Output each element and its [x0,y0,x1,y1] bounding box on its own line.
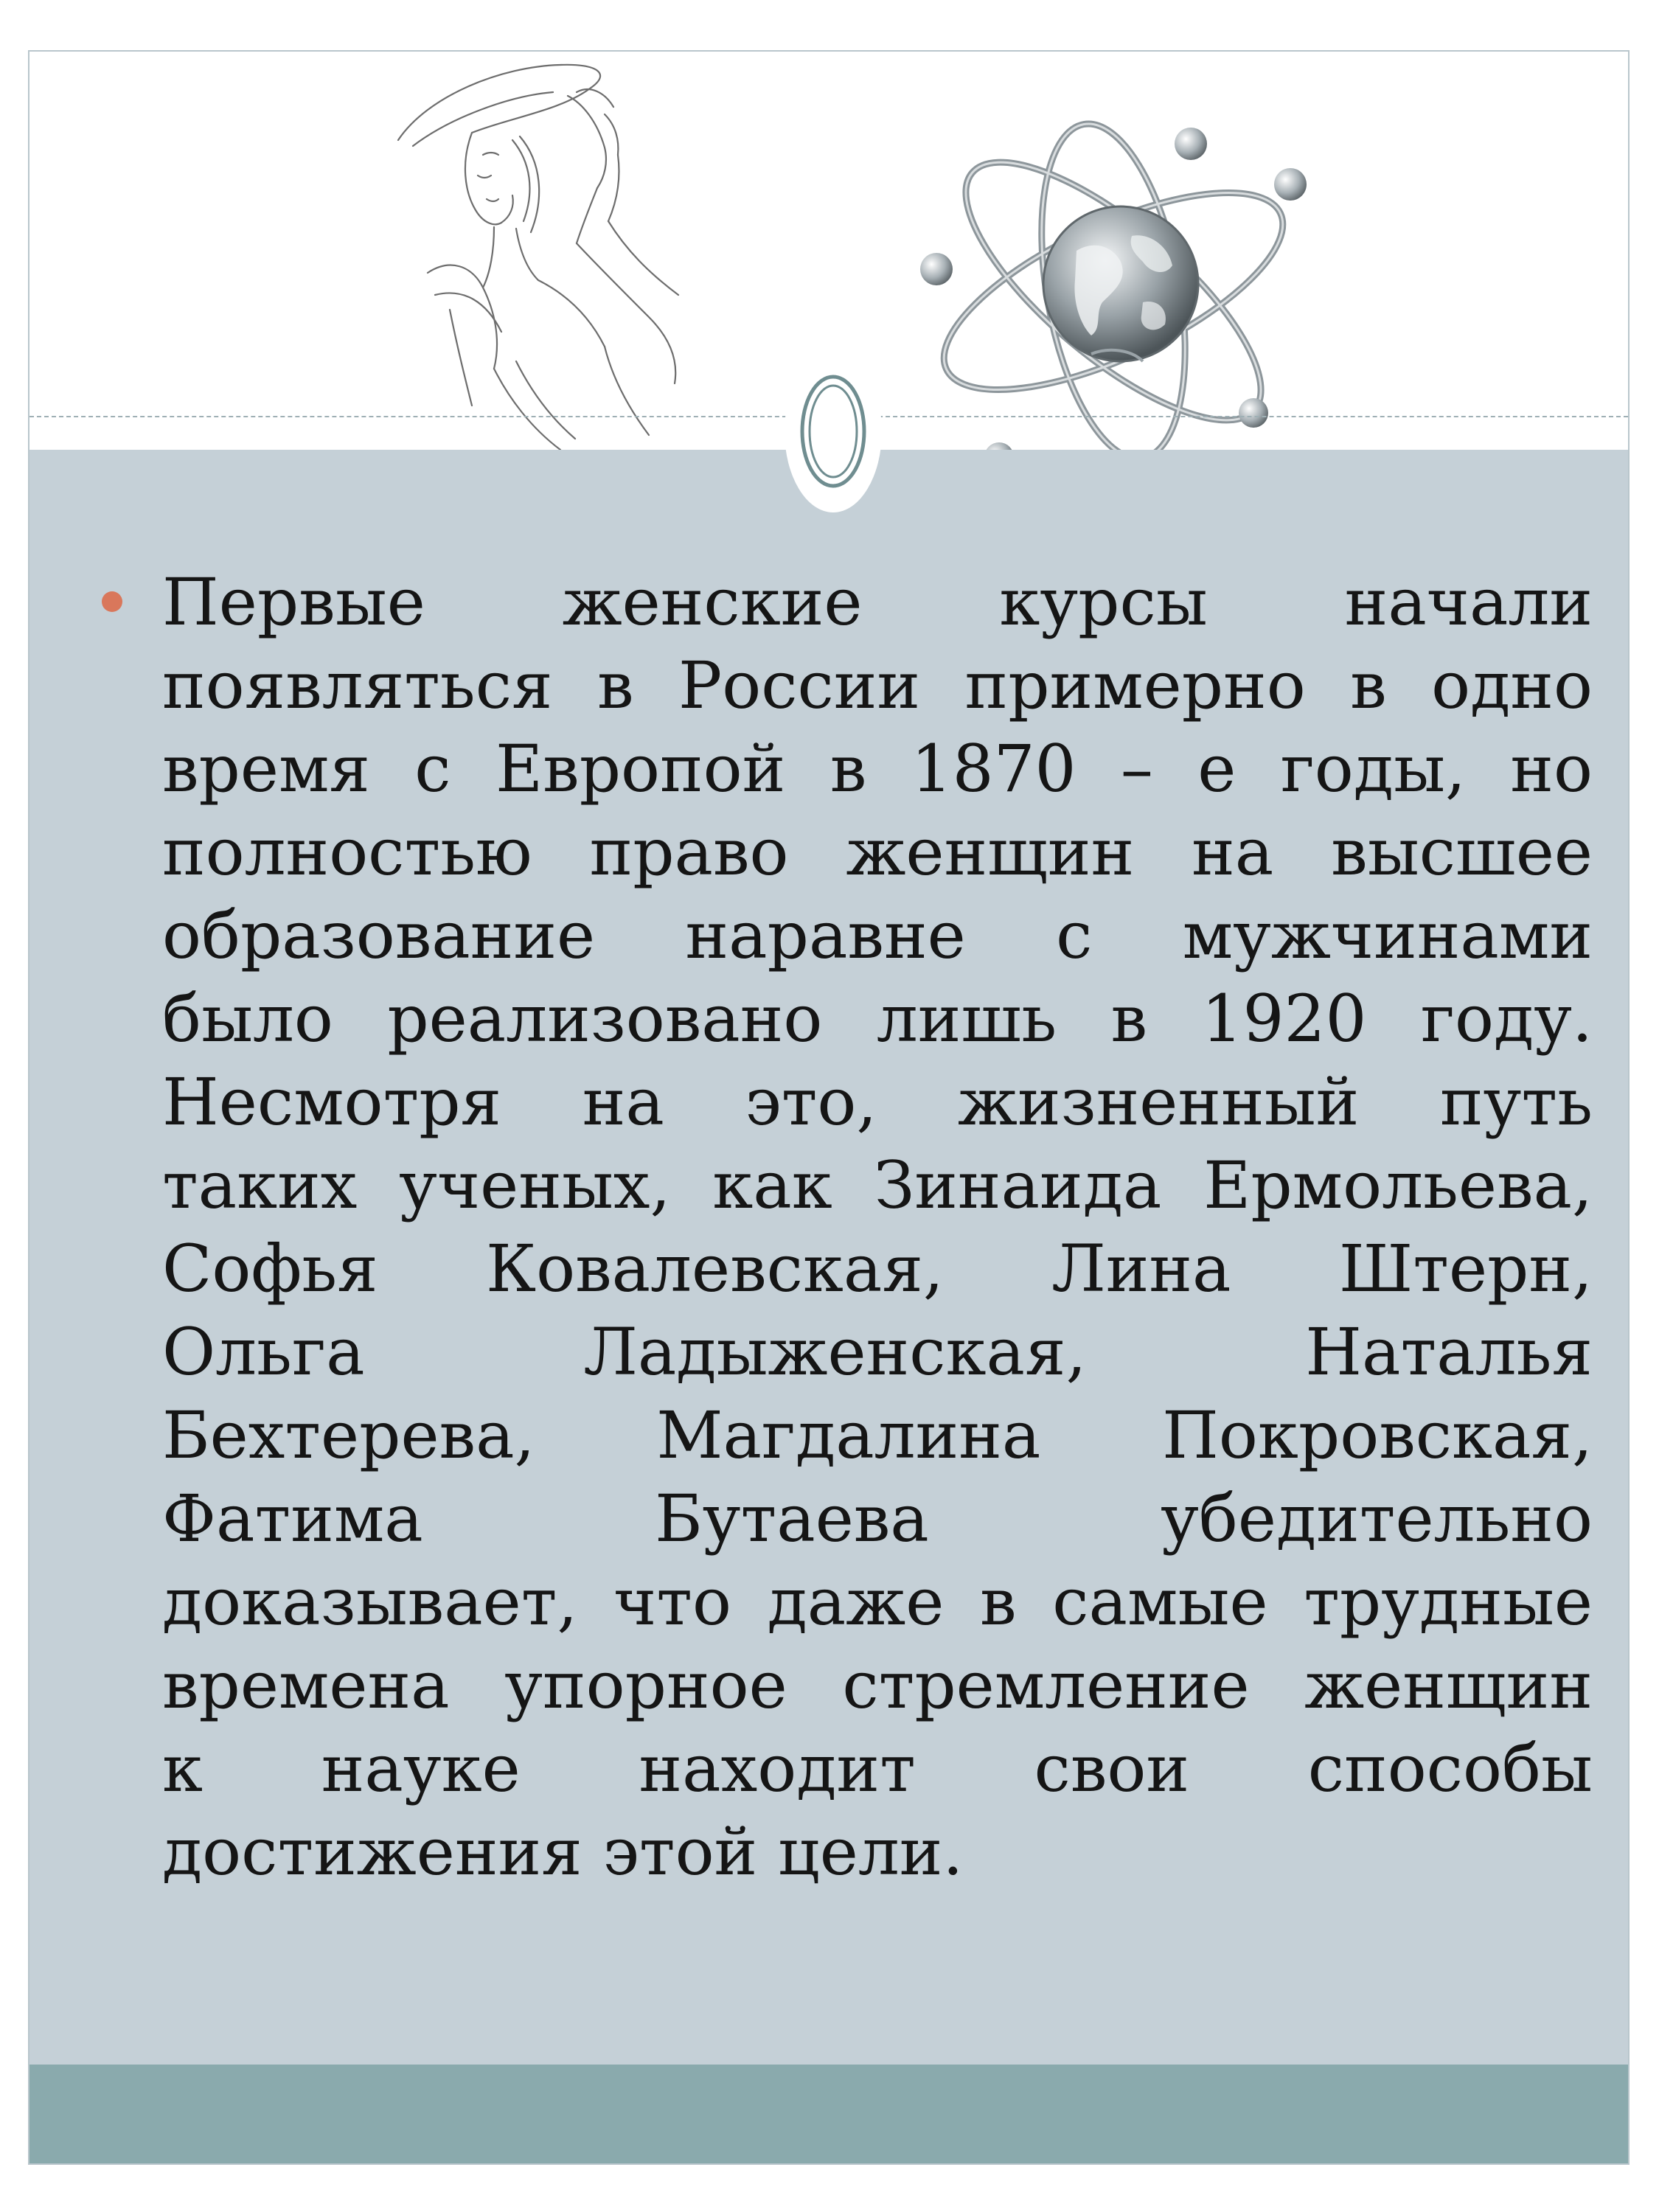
word: Ладыженская, [583,1314,1087,1390]
word: с [1056,897,1093,973]
word: в [1110,981,1148,1057]
word: Лина [1051,1231,1231,1307]
paragraph-lines [162,560,1593,1893]
text-line [162,1227,1593,1310]
slide-content [162,560,1593,1893]
word: в [830,731,867,807]
word: в [1350,647,1387,723]
atom-globe-icon [907,103,1320,479]
word: образование [162,897,596,973]
text-line [162,1644,1593,1727]
word: женские [562,564,863,640]
word: науке [321,1731,521,1806]
word: упорное [504,1647,787,1723]
word: году. [1420,981,1593,1057]
word: с [414,731,451,807]
word: достижения этой цели. [162,1814,964,1890]
word: начали [1344,564,1593,640]
woman-sketch-image [383,52,796,465]
word: свои [1034,1731,1189,1806]
word: самые [1052,1564,1268,1640]
word: время [162,731,370,807]
text-line [162,1144,1593,1227]
text-line [162,894,1593,977]
word: 1870 [911,731,1077,807]
oval-medallion [782,347,885,516]
word: е [1197,731,1237,807]
word: Несмотря [162,1064,502,1140]
word: путь [1439,1064,1593,1140]
word: Ольга [162,1314,365,1390]
word: реализовано [387,981,823,1057]
word: женщин [1304,1647,1593,1723]
word: в [597,647,634,723]
word: как [712,1147,832,1223]
word: Бехтерева, [162,1397,535,1473]
word: Софья [162,1231,378,1307]
word: на [1192,814,1274,890]
word: Фатима [162,1481,423,1557]
word: к [162,1731,203,1806]
text-line [162,644,1593,727]
word: Наталья [1305,1314,1593,1390]
word: это, [745,1064,877,1140]
bullet-paragraph [162,560,1593,1893]
word: Бутаева [655,1481,929,1557]
word: способы [1307,1731,1593,1806]
word: право [589,814,789,890]
word: в [980,1564,1017,1640]
word: полностью [162,814,532,890]
word: доказывает, [162,1564,578,1640]
word: – [1120,731,1153,807]
word: жизненный [958,1064,1360,1140]
word: Европой [495,731,786,807]
text-line [162,810,1593,894]
word: Магдалина [656,1397,1041,1473]
text-line [162,1060,1593,1144]
word: наравне [685,897,966,973]
slide [28,50,1630,2165]
word: Ермольева, [1203,1147,1593,1223]
text-line [162,727,1593,810]
word: Покровская, [1162,1397,1593,1473]
text-line [162,977,1593,1060]
word: времена [162,1647,450,1723]
word: трудные [1304,1564,1593,1640]
word: что [613,1564,731,1640]
word: находит [639,1731,916,1806]
text-line [162,1560,1593,1644]
word: но [1510,731,1593,807]
text-line [162,1394,1593,1477]
word: Первые [162,564,425,640]
word: ученых, [399,1147,671,1223]
word: на [582,1064,664,1140]
word: женщин [846,814,1135,890]
word: России [678,647,921,723]
word: лишь [876,981,1057,1057]
text-line [162,1310,1593,1394]
footer-bar [29,2065,1628,2165]
word: высшее [1331,814,1593,890]
bullet-point-icon [102,591,122,612]
word: было [162,981,333,1057]
word: курсы [999,564,1208,640]
text-line [162,1477,1593,1560]
word: примерно [964,647,1306,723]
word: убедительно [1161,1481,1593,1557]
word: появляться [162,647,553,723]
word: мужчинами [1182,897,1593,973]
word: одно [1431,647,1593,723]
word: Зинаида [874,1147,1162,1223]
word: Ковалевская, [486,1231,944,1307]
word: 1920 [1201,981,1367,1057]
text-line [162,1727,1593,1810]
word: стремление [842,1647,1250,1723]
word: таких [162,1147,358,1223]
text-line [162,560,1593,644]
word: даже [767,1564,945,1640]
word: Штерн, [1338,1231,1593,1307]
text-line [162,1810,1593,1893]
word: годы, [1280,731,1466,807]
